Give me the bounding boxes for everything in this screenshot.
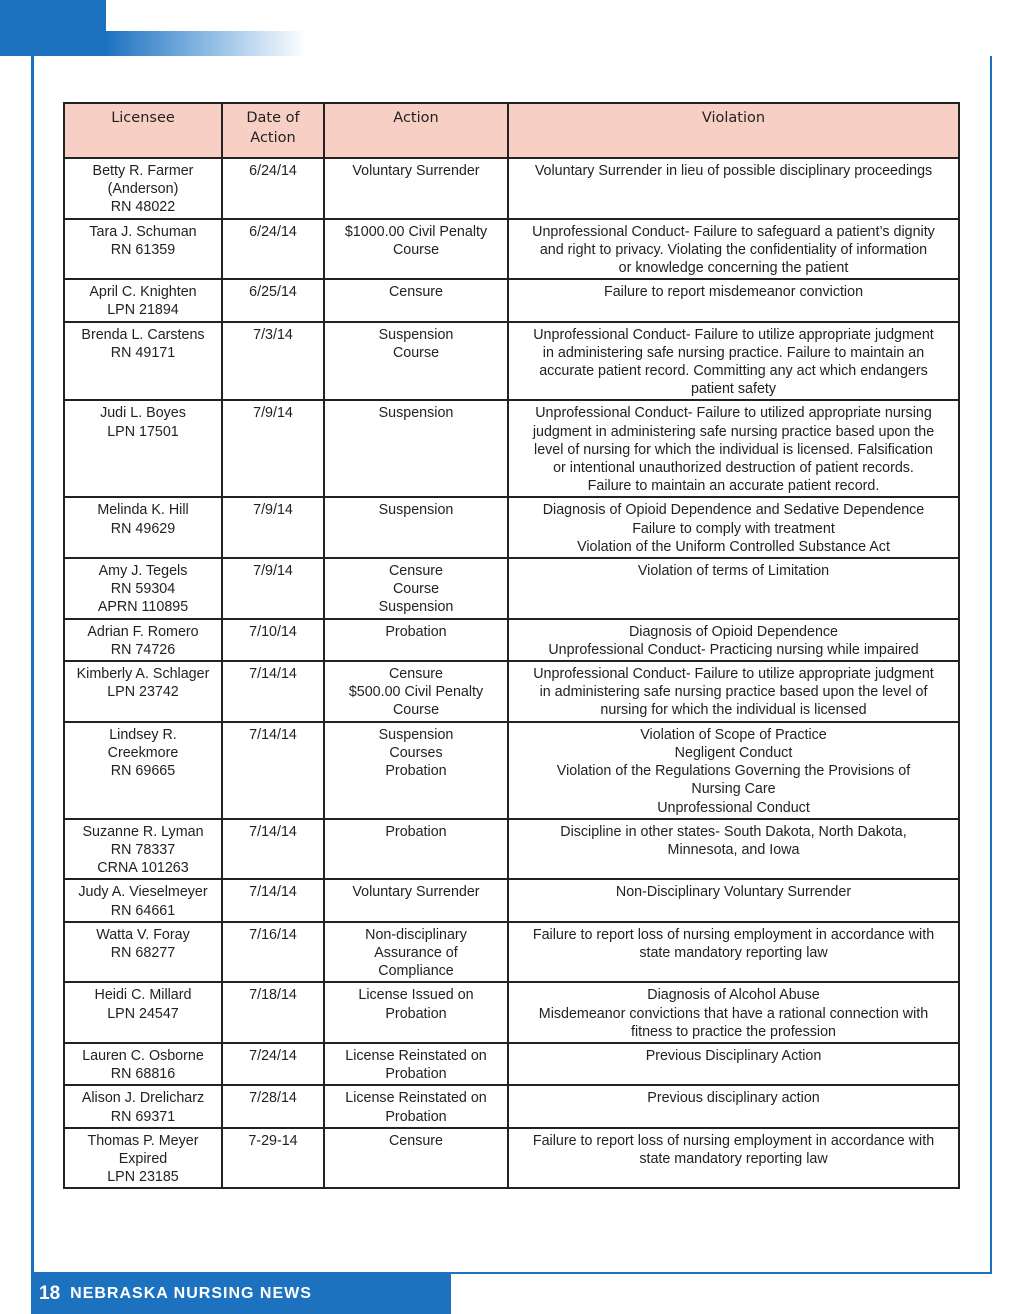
- publication-name: NEBRASKA NURSING NEWS: [70, 1285, 312, 1302]
- cell-violation: Voluntary Surrender in lieu of possible disciplinary proceedings: [508, 158, 959, 219]
- cell-action: Censure: [324, 279, 508, 321]
- cell-date-of-action: 7/16/14: [222, 922, 324, 983]
- cell-date-of-action: 7/14/14: [222, 722, 324, 819]
- cell-action: Censure: [324, 1128, 508, 1189]
- cell-action: License Reinstated on Probation: [324, 1043, 508, 1085]
- cell-violation: Unprofessional Conduct- Failure to utilize appropriate judgment in administering safe nursing practice based upon the level of nursing for which the individual is licensed: [508, 661, 959, 722]
- cell-licensee: Watta V. Foray RN 68277: [64, 922, 222, 983]
- cell-violation: Violation of Scope of Practice Negligent Conduct Violation of the Regulations Governing the Provisions of Nursing Care Unprofessional Conduct: [508, 722, 959, 819]
- header-gradient-bar: [106, 31, 306, 56]
- cell-date-of-action: 7/28/14: [222, 1085, 324, 1127]
- cell-licensee: Judi L. Boyes LPN 17501: [64, 400, 222, 497]
- cell-violation: Discipline in other states- South Dakota, North Dakota, Minnesota, and Iowa: [508, 819, 959, 880]
- cell-licensee: Thomas P. Meyer Expired LPN 23185: [64, 1128, 222, 1189]
- page-number: 18: [39, 1283, 61, 1304]
- cell-licensee: Heidi C. Millard LPN 24547: [64, 982, 222, 1043]
- cell-action: Censure Course Suspension: [324, 558, 508, 619]
- table-row: [64, 922, 959, 983]
- cell-action: License Issued on Probation: [324, 982, 508, 1043]
- column-header-date-of-action: Date of Action: [222, 103, 324, 158]
- cell-date-of-action: 7/14/14: [222, 661, 324, 722]
- corner-accent-block: [0, 0, 106, 56]
- cell-violation: Violation of terms of Limitation: [508, 558, 959, 619]
- cell-date-of-action: 7/9/14: [222, 400, 324, 497]
- column-header-action: Action: [324, 103, 508, 158]
- cell-date-of-action: 7/18/14: [222, 982, 324, 1043]
- page-footer: [31, 1274, 451, 1314]
- table-row: [64, 279, 959, 321]
- cell-action: Suspension Courses Probation: [324, 722, 508, 819]
- cell-date-of-action: 6/24/14: [222, 158, 324, 219]
- cell-licensee: Tara J. Schuman RN 61359: [64, 219, 222, 280]
- cell-licensee: April C. Knighten LPN 21894: [64, 279, 222, 321]
- table-row: [64, 400, 959, 497]
- table-body: [64, 158, 959, 1188]
- cell-violation: Unprofessional Conduct- Failure to utilize appropriate judgment in administering safe nursing practice. Failure to maintain an accurate patient record. Committing any act which endangers patient safety: [508, 322, 959, 401]
- cell-action: Suspension Course: [324, 322, 508, 401]
- cell-date-of-action: 7/9/14: [222, 558, 324, 619]
- cell-violation: Diagnosis of Opioid Dependence Unprofessional Conduct- Practicing nursing while impaired: [508, 619, 959, 661]
- cell-date-of-action: 7-29-14: [222, 1128, 324, 1189]
- cell-date-of-action: 7/9/14: [222, 497, 324, 558]
- cell-violation: Unprofessional Conduct- Failure to safeguard a patient’s dignity and right to privacy. Violating the confidentiality of information or knowledge concerning the patient: [508, 219, 959, 280]
- cell-action: Non-disciplinary Assurance of Compliance: [324, 922, 508, 983]
- cell-violation: Failure to report loss of nursing employment in accordance with state mandatory reporting law: [508, 1128, 959, 1189]
- cell-date-of-action: 6/25/14: [222, 279, 324, 321]
- cell-action: Probation: [324, 819, 508, 880]
- cell-action: License Reinstated on Probation: [324, 1085, 508, 1127]
- table-header-row: [64, 103, 959, 158]
- cell-violation: Previous Disciplinary Action: [508, 1043, 959, 1085]
- cell-violation: Diagnosis of Opioid Dependence and Sedative Dependence Failure to comply with treatment Violation of the Uniform Controlled Substance Act: [508, 497, 959, 558]
- cell-date-of-action: 6/24/14: [222, 219, 324, 280]
- table-row: [64, 879, 959, 921]
- cell-action: Voluntary Surrender: [324, 158, 508, 219]
- cell-date-of-action: 7/24/14: [222, 1043, 324, 1085]
- column-header-licensee: Licensee: [64, 103, 222, 158]
- cell-licensee: Melinda K. Hill RN 49629: [64, 497, 222, 558]
- cell-licensee: Judy A. Vieselmeyer RN 64661: [64, 879, 222, 921]
- cell-violation: Non-Disciplinary Voluntary Surrender: [508, 879, 959, 921]
- cell-licensee: Betty R. Farmer (Anderson) RN 48022: [64, 158, 222, 219]
- table-row: [64, 558, 959, 619]
- cell-date-of-action: 7/14/14: [222, 879, 324, 921]
- cell-violation: Failure to report misdemeanor conviction: [508, 279, 959, 321]
- cell-date-of-action: 7/3/14: [222, 322, 324, 401]
- table-row: [64, 722, 959, 819]
- table-row: [64, 1085, 959, 1127]
- table-row: [64, 497, 959, 558]
- table-row: [64, 982, 959, 1043]
- table-row: [64, 661, 959, 722]
- cell-action: $1000.00 Civil Penalty Course: [324, 219, 508, 280]
- cell-violation: Unprofessional Conduct- Failure to utilized appropriate nursing judgment in administering safe nursing practice based upon the level of nursing for which the individual is licensed. Falsification or intentional unauthorized destruction of patient records. Failure to maintain an accurate patient record.: [508, 400, 959, 497]
- cell-licensee: Lindsey R. Creekmore RN 69665: [64, 722, 222, 819]
- table-row: [64, 819, 959, 880]
- cell-licensee: Amy J. Tegels RN 59304 APRN 110895: [64, 558, 222, 619]
- cell-licensee: Suzanne R. Lyman RN 78337 CRNA 101263: [64, 819, 222, 880]
- cell-violation: Diagnosis of Alcohol Abuse Misdemeanor convictions that have a rational connection with fitness to practice the profession: [508, 982, 959, 1043]
- disciplinary-actions-table: [63, 102, 960, 1189]
- cell-date-of-action: 7/10/14: [222, 619, 324, 661]
- cell-licensee: Adrian F. Romero RN 74726: [64, 619, 222, 661]
- table-row: [64, 158, 959, 219]
- cell-action: Suspension: [324, 497, 508, 558]
- table-row: [64, 1128, 959, 1189]
- table-row: [64, 1043, 959, 1085]
- cell-action: Probation: [324, 619, 508, 661]
- table-row: [64, 219, 959, 280]
- cell-action: Censure $500.00 Civil Penalty Course: [324, 661, 508, 722]
- cell-licensee: Kimberly A. Schlager LPN 23742: [64, 661, 222, 722]
- table-row: [64, 322, 959, 401]
- cell-licensee: Lauren C. Osborne RN 68816: [64, 1043, 222, 1085]
- table-row: [64, 619, 959, 661]
- cell-action: Voluntary Surrender: [324, 879, 508, 921]
- cell-action: Suspension: [324, 400, 508, 497]
- cell-violation: Failure to report loss of nursing employment in accordance with state mandatory reporting law: [508, 922, 959, 983]
- column-header-violation: Violation: [508, 103, 959, 158]
- cell-licensee: Alison J. Drelicharz RN 69371: [64, 1085, 222, 1127]
- cell-violation: Previous disciplinary action: [508, 1085, 959, 1127]
- cell-date-of-action: 7/14/14: [222, 819, 324, 880]
- cell-licensee: Brenda L. Carstens RN 49171: [64, 322, 222, 401]
